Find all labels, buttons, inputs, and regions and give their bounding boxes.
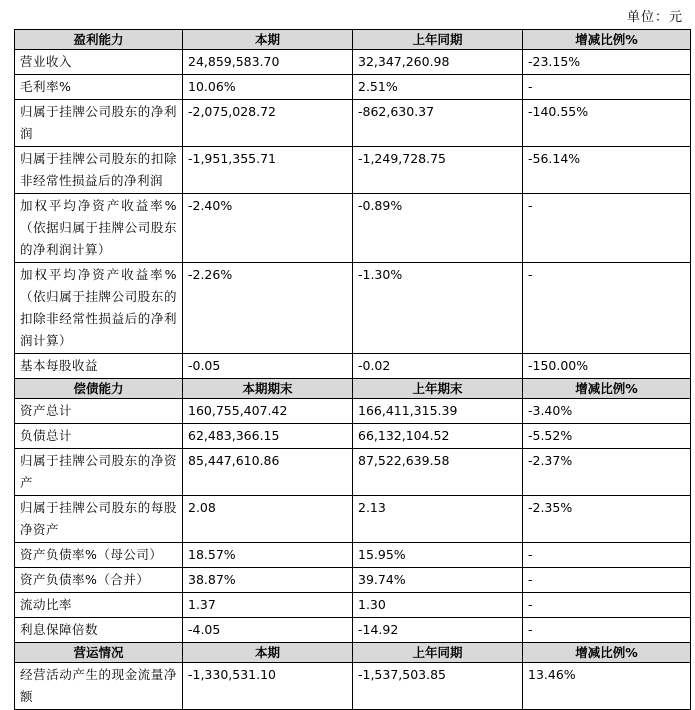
table-row	[15, 194, 691, 263]
prior-period-header: 上年期末	[353, 379, 523, 399]
table-row	[15, 543, 691, 568]
change-ratio-cell: -23.15%	[523, 50, 691, 75]
change-ratio-header: 增减比例%	[523, 30, 691, 50]
current-value-cell: 62,483,366.15	[183, 424, 353, 449]
current-value-cell: -2.26%	[183, 263, 353, 354]
change-ratio-cell: 13.46%	[523, 663, 691, 710]
current-value-cell: 24,859,583.70	[183, 50, 353, 75]
current-value-cell: 85,447,610.86	[183, 449, 353, 496]
prior-value-cell: -0.02	[353, 354, 523, 379]
prior-value-cell: 2.13	[353, 496, 523, 543]
item-label-cell: 归属于挂牌公司股东的扣除非经常性损益后的净利润	[15, 147, 183, 194]
item-label-cell: 经营活动产生的现金流量净额	[15, 663, 183, 710]
item-label-cell: 毛利率%	[15, 75, 183, 100]
prior-value-cell: 1.30	[353, 593, 523, 618]
change-ratio-cell: -56.14%	[523, 147, 691, 194]
table-row	[15, 618, 691, 643]
prior-value-cell: -14.92	[353, 618, 523, 643]
change-ratio-cell: -2.37%	[523, 449, 691, 496]
section-title-cell: 营运情况	[15, 643, 183, 663]
table-row	[15, 354, 691, 379]
prior-value-cell: -1,537,503.85	[353, 663, 523, 710]
prior-period-header: 上年同期	[353, 30, 523, 50]
table-body	[15, 30, 691, 710]
table-row	[15, 449, 691, 496]
financial-indicators-table	[14, 29, 691, 710]
current-value-cell: 160,755,407.42	[183, 399, 353, 424]
prior-value-cell: 32,347,260.98	[353, 50, 523, 75]
change-ratio-cell: -	[523, 75, 691, 100]
section-header-row	[15, 30, 691, 50]
item-label-cell: 营业收入	[15, 50, 183, 75]
item-label-cell: 资产负债率%（合并）	[15, 568, 183, 593]
item-label-cell: 资产总计	[15, 399, 183, 424]
current-value-cell: 38.87%	[183, 568, 353, 593]
change-ratio-cell: -	[523, 593, 691, 618]
change-ratio-cell: -2.35%	[523, 496, 691, 543]
change-ratio-cell: -	[523, 568, 691, 593]
table-row	[15, 50, 691, 75]
change-ratio-cell: -150.00%	[523, 354, 691, 379]
prior-value-cell: 87,522,639.58	[353, 449, 523, 496]
item-label-cell: 加权平均净资产收益率%（依归属于挂牌公司股东的扣除非经常性损益后的净利润计算）	[15, 263, 183, 354]
section-title-cell: 偿债能力	[15, 379, 183, 399]
current-period-header: 本期期末	[183, 379, 353, 399]
table-row	[15, 100, 691, 147]
item-label-cell: 归属于挂牌公司股东的净资产	[15, 449, 183, 496]
table-row	[15, 663, 691, 710]
prior-value-cell: 39.74%	[353, 568, 523, 593]
section-header-row	[15, 379, 691, 399]
current-value-cell: -0.05	[183, 354, 353, 379]
current-value-cell: -2,075,028.72	[183, 100, 353, 147]
current-value-cell: -2.40%	[183, 194, 353, 263]
table-row	[15, 496, 691, 543]
section-title-cell: 盈利能力	[15, 30, 183, 50]
current-period-header: 本期	[183, 643, 353, 663]
section-header-row	[15, 643, 691, 663]
current-value-cell: 10.06%	[183, 75, 353, 100]
prior-value-cell: -0.89%	[353, 194, 523, 263]
item-label-cell: 流动比率	[15, 593, 183, 618]
table-row	[15, 593, 691, 618]
prior-value-cell: -1.30%	[353, 263, 523, 354]
item-label-cell: 归属于挂牌公司股东的每股净资产	[15, 496, 183, 543]
item-label-cell: 资产负债率%（母公司）	[15, 543, 183, 568]
item-label-cell: 基本每股收益	[15, 354, 183, 379]
change-ratio-header: 增减比例%	[523, 643, 691, 663]
item-label-cell: 负债总计	[15, 424, 183, 449]
change-ratio-cell: -140.55%	[523, 100, 691, 147]
item-label-cell: 利息保障倍数	[15, 618, 183, 643]
prior-value-cell: 66,132,104.52	[353, 424, 523, 449]
item-label-cell: 加权平均净资产收益率%（依据归属于挂牌公司股东的净利润计算）	[15, 194, 183, 263]
change-ratio-cell: -3.40%	[523, 399, 691, 424]
table-row	[15, 399, 691, 424]
table-row	[15, 263, 691, 354]
prior-value-cell: -862,630.37	[353, 100, 523, 147]
prior-value-cell: 166,411,315.39	[353, 399, 523, 424]
change-ratio-cell: -	[523, 194, 691, 263]
change-ratio-header: 增减比例%	[523, 379, 691, 399]
prior-value-cell: 2.51%	[353, 75, 523, 100]
table-row	[15, 568, 691, 593]
item-label-cell: 归属于挂牌公司股东的净利润	[15, 100, 183, 147]
current-value-cell: 1.37	[183, 593, 353, 618]
current-period-header: 本期	[183, 30, 353, 50]
change-ratio-cell: -	[523, 618, 691, 643]
current-value-cell: -1,951,355.71	[183, 147, 353, 194]
change-ratio-cell: -5.52%	[523, 424, 691, 449]
unit-label: 单位：元	[626, 10, 683, 25]
table-row	[15, 424, 691, 449]
current-value-cell: 18.57%	[183, 543, 353, 568]
prior-value-cell: 15.95%	[353, 543, 523, 568]
prior-value-cell: -1,249,728.75	[353, 147, 523, 194]
prior-period-header: 上年同期	[353, 643, 523, 663]
table-row	[15, 75, 691, 100]
current-value-cell: -4.05	[183, 618, 353, 643]
table-row	[15, 147, 691, 194]
change-ratio-cell: -	[523, 263, 691, 354]
current-value-cell: 2.08	[183, 496, 353, 543]
current-value-cell: -1,330,531.10	[183, 663, 353, 710]
change-ratio-cell: -	[523, 543, 691, 568]
